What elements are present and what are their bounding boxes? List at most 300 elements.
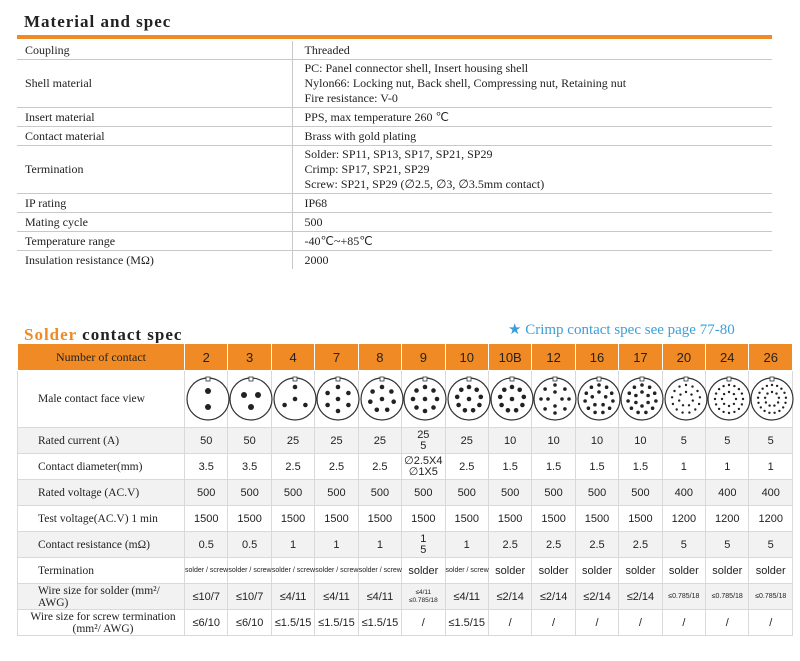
contact-diameter-20: 1 (662, 454, 705, 480)
contact-pin (205, 404, 211, 410)
contact-pin (514, 408, 519, 413)
contact-pin (690, 393, 692, 395)
termination-16: solder (575, 558, 618, 584)
wire-screw-2: ≤6/10 (185, 610, 228, 636)
wire-screw-label-1: Wire size for screw termination (30, 610, 176, 623)
termination-7: solder / screw (315, 558, 358, 584)
contact-pin (521, 395, 526, 400)
contact-face-icon (706, 376, 752, 422)
contact-pin (346, 391, 351, 396)
contact-resistance-7: 1 (315, 532, 358, 558)
material-row (17, 41, 772, 60)
contact-pin (640, 404, 644, 408)
contact-pin (774, 412, 776, 414)
material-row (17, 194, 772, 213)
contact-pin (462, 408, 467, 413)
contact-pin (293, 385, 298, 390)
contact-diameter-16: 1.5 (575, 454, 618, 480)
material-value-line: Screw: SP21, SP29 (∅2.5, ∅3, ∅3.5mm contact) (304, 177, 545, 191)
test-voltage-9: 1500 (402, 506, 445, 532)
wire-screw-20: / (662, 610, 705, 636)
contact-resistance-2: 0.5 (185, 532, 228, 558)
contact-resistance-label: Contact resistance (mΩ) (18, 532, 185, 558)
contact-pin (478, 395, 483, 400)
rated-voltage-9: 500 (402, 480, 445, 506)
contact-pin (728, 412, 730, 414)
contact-pin (241, 392, 247, 398)
rated-voltage-4: 500 (271, 480, 314, 506)
rated-voltage-3: 500 (228, 480, 271, 506)
rated-current-10: 25 (445, 428, 488, 454)
contact-resistance-24: 5 (706, 532, 749, 558)
test-voltage-4: 1500 (271, 506, 314, 532)
contact-pin (583, 399, 587, 403)
material-row-value (292, 213, 772, 232)
contact-pin (647, 394, 651, 398)
termination-20: solder (662, 558, 705, 584)
contact-pin (611, 399, 615, 403)
contact-pin (411, 397, 416, 402)
contact-pin (776, 385, 778, 387)
contact-pin (691, 399, 693, 401)
count-header-8: 8 (358, 344, 401, 371)
contact-pin (766, 385, 768, 387)
contact-pin (758, 402, 760, 404)
contact-pin (544, 407, 548, 411)
contact-pin (679, 393, 681, 395)
wire-screw-10b: / (488, 610, 531, 636)
contact-pin (520, 403, 525, 408)
contact-pin (589, 385, 593, 389)
contact-pin (742, 398, 744, 400)
material-row-value (292, 108, 772, 127)
contact-pin (608, 406, 612, 410)
face-view-row (18, 371, 793, 428)
test-voltage-26: 1200 (749, 506, 793, 532)
contact-resistance-26: 5 (749, 532, 793, 558)
test-voltage-row (18, 506, 793, 532)
termination-17: solder (619, 558, 662, 584)
contact-diameter-row (18, 454, 793, 480)
contact-resistance-20: 5 (662, 532, 705, 558)
material-row (17, 232, 772, 251)
contact-face-icon (619, 376, 665, 422)
contact-pin (757, 397, 759, 399)
contact-diameter-7: 2.5 (315, 454, 358, 480)
contact-pin (675, 408, 677, 410)
contact-pin (499, 403, 504, 408)
contact-pin (423, 385, 428, 390)
contact-pin (389, 389, 394, 394)
count-header-20: 20 (662, 344, 705, 371)
contact-pin (738, 388, 740, 390)
contact-pin (540, 397, 544, 401)
termination-label: Termination (18, 558, 185, 584)
contact-pin (741, 392, 743, 394)
material-row (17, 60, 772, 108)
wire-solder-row (18, 584, 793, 610)
contact-pin (470, 408, 475, 413)
contact-diameter-4: 2.5 (271, 454, 314, 480)
contact-pin (733, 393, 735, 395)
contact-pin (498, 395, 503, 400)
contact-pin (605, 385, 609, 389)
material-row-value (292, 251, 772, 270)
face-view-24 (706, 371, 749, 428)
material-row-value (292, 60, 772, 108)
test-voltage-10: 1500 (445, 506, 488, 532)
contact-pin (785, 397, 787, 399)
rated-current-12: 10 (532, 428, 575, 454)
rated-voltage-2: 500 (185, 480, 228, 506)
contact-resistance-16: 2.5 (575, 532, 618, 558)
contact-resistance-17: 2.5 (619, 532, 662, 558)
wire-screw-4: ≤1.5/15 (271, 610, 314, 636)
contact-face-icon (749, 376, 795, 422)
header-label: Number of contact (18, 344, 185, 371)
contact-face-icon (359, 376, 405, 422)
material-row-value (292, 41, 772, 60)
contact-pin (544, 387, 548, 391)
test-voltage-7: 1500 (315, 506, 358, 532)
rated-current-row (18, 428, 793, 454)
contact-pin (593, 403, 597, 407)
rated-current-3: 50 (228, 428, 271, 454)
contact-pin (517, 388, 522, 393)
contact-pin (735, 398, 737, 400)
material-value-line: PC: Panel connector shell, Insert housing shell (304, 61, 529, 75)
contact-face-icon (663, 376, 709, 422)
count-header-3: 3 (228, 344, 271, 371)
contact-pin (779, 410, 781, 412)
contact-resistance-line: 1 (420, 532, 427, 545)
material-value-line: Nylon66: Locking nut, Back shell, Compressing nut, Retaining nut (304, 76, 627, 90)
contact-pin (303, 403, 308, 408)
material-row-label: Temperature range (17, 232, 292, 251)
face-view-2 (185, 371, 228, 428)
contact-pin (691, 385, 693, 387)
rated-current-26: 5 (749, 428, 793, 454)
contact-resistance-line: 5 (420, 543, 427, 556)
face-view-8 (358, 371, 401, 428)
contact-pin (248, 404, 254, 410)
contact-pin (627, 399, 631, 403)
contact-pin (762, 388, 764, 390)
contact-pin (733, 403, 735, 405)
contact-resistance-8: 1 (358, 532, 401, 558)
rated-voltage-26: 400 (749, 480, 793, 506)
wire-solder-26: ≤0.785/18 (749, 584, 793, 610)
contact-resistance-3: 0.5 (228, 532, 271, 558)
contact-spec-table (17, 343, 793, 636)
contact-pin (767, 392, 769, 394)
contact-pin (714, 398, 716, 400)
rated-current-7: 25 (315, 428, 358, 454)
contact-resistance-10: 1 (445, 532, 488, 558)
crimp-note: ★ Crimp contact spec see page 77-80 (508, 322, 735, 338)
contact-pin (255, 392, 261, 398)
count-header-7: 7 (315, 344, 358, 371)
face-view-4 (271, 371, 314, 428)
wire-screw-9: / (402, 610, 445, 636)
rated-voltage-7: 500 (315, 480, 358, 506)
material-row-label: Insulation resistance (MΩ) (17, 251, 292, 270)
material-title-bar (17, 35, 772, 39)
wire-solder-8: ≤4/11 (358, 584, 401, 610)
contact-diameter-9 (402, 454, 445, 480)
contact-face-icon (272, 376, 318, 422)
termination-row (18, 558, 793, 584)
wire-screw-24: / (706, 610, 749, 636)
wire-solder-24: ≤0.785/18 (706, 584, 749, 610)
contact-pin (784, 392, 786, 394)
material-title: Material and spec (24, 12, 172, 31)
termination-2: solder / screw (185, 558, 228, 584)
contact-pin (769, 412, 771, 414)
count-header-10b: 10B (488, 344, 531, 371)
material-row (17, 213, 772, 232)
material-row-value (292, 127, 772, 146)
contact-pin (723, 393, 725, 395)
contact-diameter-8: 2.5 (358, 454, 401, 480)
contact-pin (282, 403, 287, 408)
contact-pin (385, 408, 390, 413)
contact-face-icon (402, 376, 448, 422)
contact-pin (774, 404, 776, 406)
test-voltage-2: 1500 (185, 506, 228, 532)
test-voltage-10b: 1500 (488, 506, 531, 532)
face-view-12 (532, 371, 575, 428)
contact-pin (563, 407, 567, 411)
contact-pin (346, 403, 351, 408)
contact-face-icon (532, 376, 578, 422)
rated-current-24: 5 (706, 428, 749, 454)
contact-diameter-line: ∅2.5X4 (404, 454, 443, 467)
wire-solder-16: ≤2/14 (575, 584, 618, 610)
face-view-9 (402, 371, 445, 428)
contact-diameter-17: 1.5 (619, 454, 662, 480)
contact-pin (760, 406, 762, 408)
count-header-12: 12 (532, 344, 575, 371)
wire-solder-7: ≤4/11 (315, 584, 358, 610)
face-view-16 (575, 371, 618, 428)
contact-pin (640, 390, 644, 394)
rated-voltage-24: 400 (706, 480, 749, 506)
material-value-line: Solder: SP11, SP13, SP17, SP21, SP29 (304, 147, 493, 161)
wire-screw-10: ≤1.5/15 (445, 610, 488, 636)
contact-pin (644, 411, 648, 415)
material-row-label: IP rating (17, 194, 292, 213)
contact-resistance-4: 1 (271, 532, 314, 558)
contact-face-icon (315, 376, 361, 422)
contact-pin (718, 388, 720, 390)
contact-pin (510, 385, 515, 390)
contact-pin (601, 403, 605, 407)
contact-pin (647, 401, 651, 405)
contact-pin (431, 388, 436, 393)
contact-pin (733, 411, 735, 413)
contact-pin (765, 401, 767, 403)
contact-pin (738, 408, 740, 410)
contact-pin (593, 411, 597, 415)
material-value-line: Brass with gold plating (304, 129, 417, 143)
rated-current-9 (402, 428, 445, 454)
contact-pin (681, 411, 683, 413)
rated-voltage-17: 500 (619, 480, 662, 506)
contact-pin (597, 390, 601, 394)
contact-pin (722, 411, 724, 413)
contact-resistance-row (18, 532, 793, 558)
material-row-value (292, 232, 772, 251)
header-row (18, 344, 793, 371)
contact-pin (554, 411, 558, 415)
count-header-16: 16 (575, 344, 618, 371)
count-header-4: 4 (271, 344, 314, 371)
contact-pin (671, 403, 673, 405)
contact-pin (776, 392, 778, 394)
termination-10b: solder (488, 558, 531, 584)
material-row (17, 146, 772, 194)
wire-screw-16: / (575, 610, 618, 636)
contact-pin (640, 383, 644, 387)
contact-pin (721, 398, 723, 400)
contact-pin (554, 390, 558, 394)
wire-solder-10b: ≤2/14 (488, 584, 531, 610)
rated-voltage-16: 500 (575, 480, 618, 506)
test-voltage-24: 1200 (706, 506, 749, 532)
face-view-label: Male contact face view (18, 371, 185, 428)
rated-current-16: 10 (575, 428, 618, 454)
contact-pin (454, 395, 459, 400)
contact-pin (554, 404, 558, 408)
contact-pin (604, 395, 608, 399)
contact-pin (733, 385, 735, 387)
wire-screw-7: ≤1.5/15 (315, 610, 358, 636)
contact-pin (684, 384, 686, 386)
face-view-10b (488, 371, 531, 428)
contact-pin (769, 404, 771, 406)
contact-pin (681, 404, 683, 406)
material-value-line: 2000 (304, 253, 329, 267)
contact-resistance-12: 2.5 (532, 532, 575, 558)
face-view-17 (619, 371, 662, 428)
count-header-10: 10 (445, 344, 488, 371)
rated-voltage-row (18, 480, 793, 506)
wire-screw-row (18, 610, 793, 636)
count-header-24: 24 (706, 344, 749, 371)
contact-pin (506, 408, 511, 413)
contact-pin (694, 408, 696, 410)
contact-pin (628, 391, 632, 395)
wire-solder-12: ≤2/14 (532, 584, 575, 610)
contact-face-icon (228, 376, 274, 422)
contact-pin (778, 397, 780, 399)
contact-resistance-10b: 2.5 (488, 532, 531, 558)
contact-pin (777, 401, 779, 403)
contact-diameter-3: 3.5 (228, 454, 271, 480)
contact-resistance-9 (402, 532, 445, 558)
solder-title-highlight: Solder (24, 325, 77, 344)
material-row (17, 127, 772, 146)
contact-pin (684, 391, 686, 393)
material-value-line: -40℃~+85℃ (304, 234, 373, 248)
contact-pin (379, 385, 384, 390)
contact-pin (634, 394, 638, 398)
contact-pin (568, 397, 572, 401)
rated-voltage-10: 500 (445, 480, 488, 506)
contact-pin (673, 390, 675, 392)
rated-current-8: 25 (358, 428, 401, 454)
material-row-label: Shell material (17, 60, 292, 108)
contact-pin (782, 406, 784, 408)
test-voltage-17: 1500 (619, 506, 662, 532)
face-view-10 (445, 371, 488, 428)
contact-diameter-12: 1.5 (532, 454, 575, 480)
contact-pin (423, 397, 428, 402)
contact-pin (435, 397, 440, 402)
wire-screw-26: / (749, 610, 793, 636)
contact-pin (336, 397, 341, 402)
contact-diameter-26: 1 (749, 454, 793, 480)
contact-pin (728, 391, 730, 393)
termination-10: solder / screw (445, 558, 488, 584)
material-row-label: Mating cycle (17, 213, 292, 232)
contact-pin (590, 395, 594, 399)
wire-solder-9 (402, 584, 445, 610)
rated-current-4: 25 (271, 428, 314, 454)
contact-pin (651, 406, 655, 410)
material-value-line: Threaded (304, 43, 350, 57)
material-value-line: 500 (304, 215, 323, 229)
face-view-7 (315, 371, 358, 428)
termination-26: solder (749, 558, 793, 584)
contact-pin (414, 388, 419, 393)
test-voltage-12: 1500 (532, 506, 575, 532)
contact-pin (771, 391, 773, 393)
solder-title (24, 325, 182, 345)
rated-voltage-label: Rated voltage (AC.V) (18, 480, 185, 506)
contact-face-icon (489, 376, 535, 422)
face-view-26 (749, 371, 793, 428)
contact-pin (431, 405, 436, 410)
test-voltage-20: 1200 (662, 506, 705, 532)
test-voltage-label: Test voltage(AC.V) 1 min (18, 506, 185, 532)
contact-pin (466, 397, 471, 402)
contact-pin (723, 403, 725, 405)
contact-pin (764, 397, 766, 399)
contact-pin (414, 405, 419, 410)
wire-solder-line: ≤4/11 (415, 588, 432, 596)
contact-pin (764, 410, 766, 412)
rated-current-10b: 10 (488, 428, 531, 454)
contact-pin (597, 383, 601, 387)
contact-pin (326, 391, 331, 396)
contact-diameter-10b: 1.5 (488, 454, 531, 480)
wire-screw-3: ≤6/10 (228, 610, 271, 636)
wire-solder-17: ≤2/14 (619, 584, 662, 610)
wire-screw-label (18, 610, 185, 636)
contact-pin (678, 385, 680, 387)
contact-face-icon (446, 376, 492, 422)
contact-pin (374, 408, 379, 413)
rated-current-17: 10 (619, 428, 662, 454)
contact-pin (456, 403, 461, 408)
termination-9: solder (402, 558, 445, 584)
contact-pin (630, 406, 634, 410)
rated-voltage-12: 500 (532, 480, 575, 506)
face-view-3 (228, 371, 271, 428)
material-row-label: Coupling (17, 41, 292, 60)
